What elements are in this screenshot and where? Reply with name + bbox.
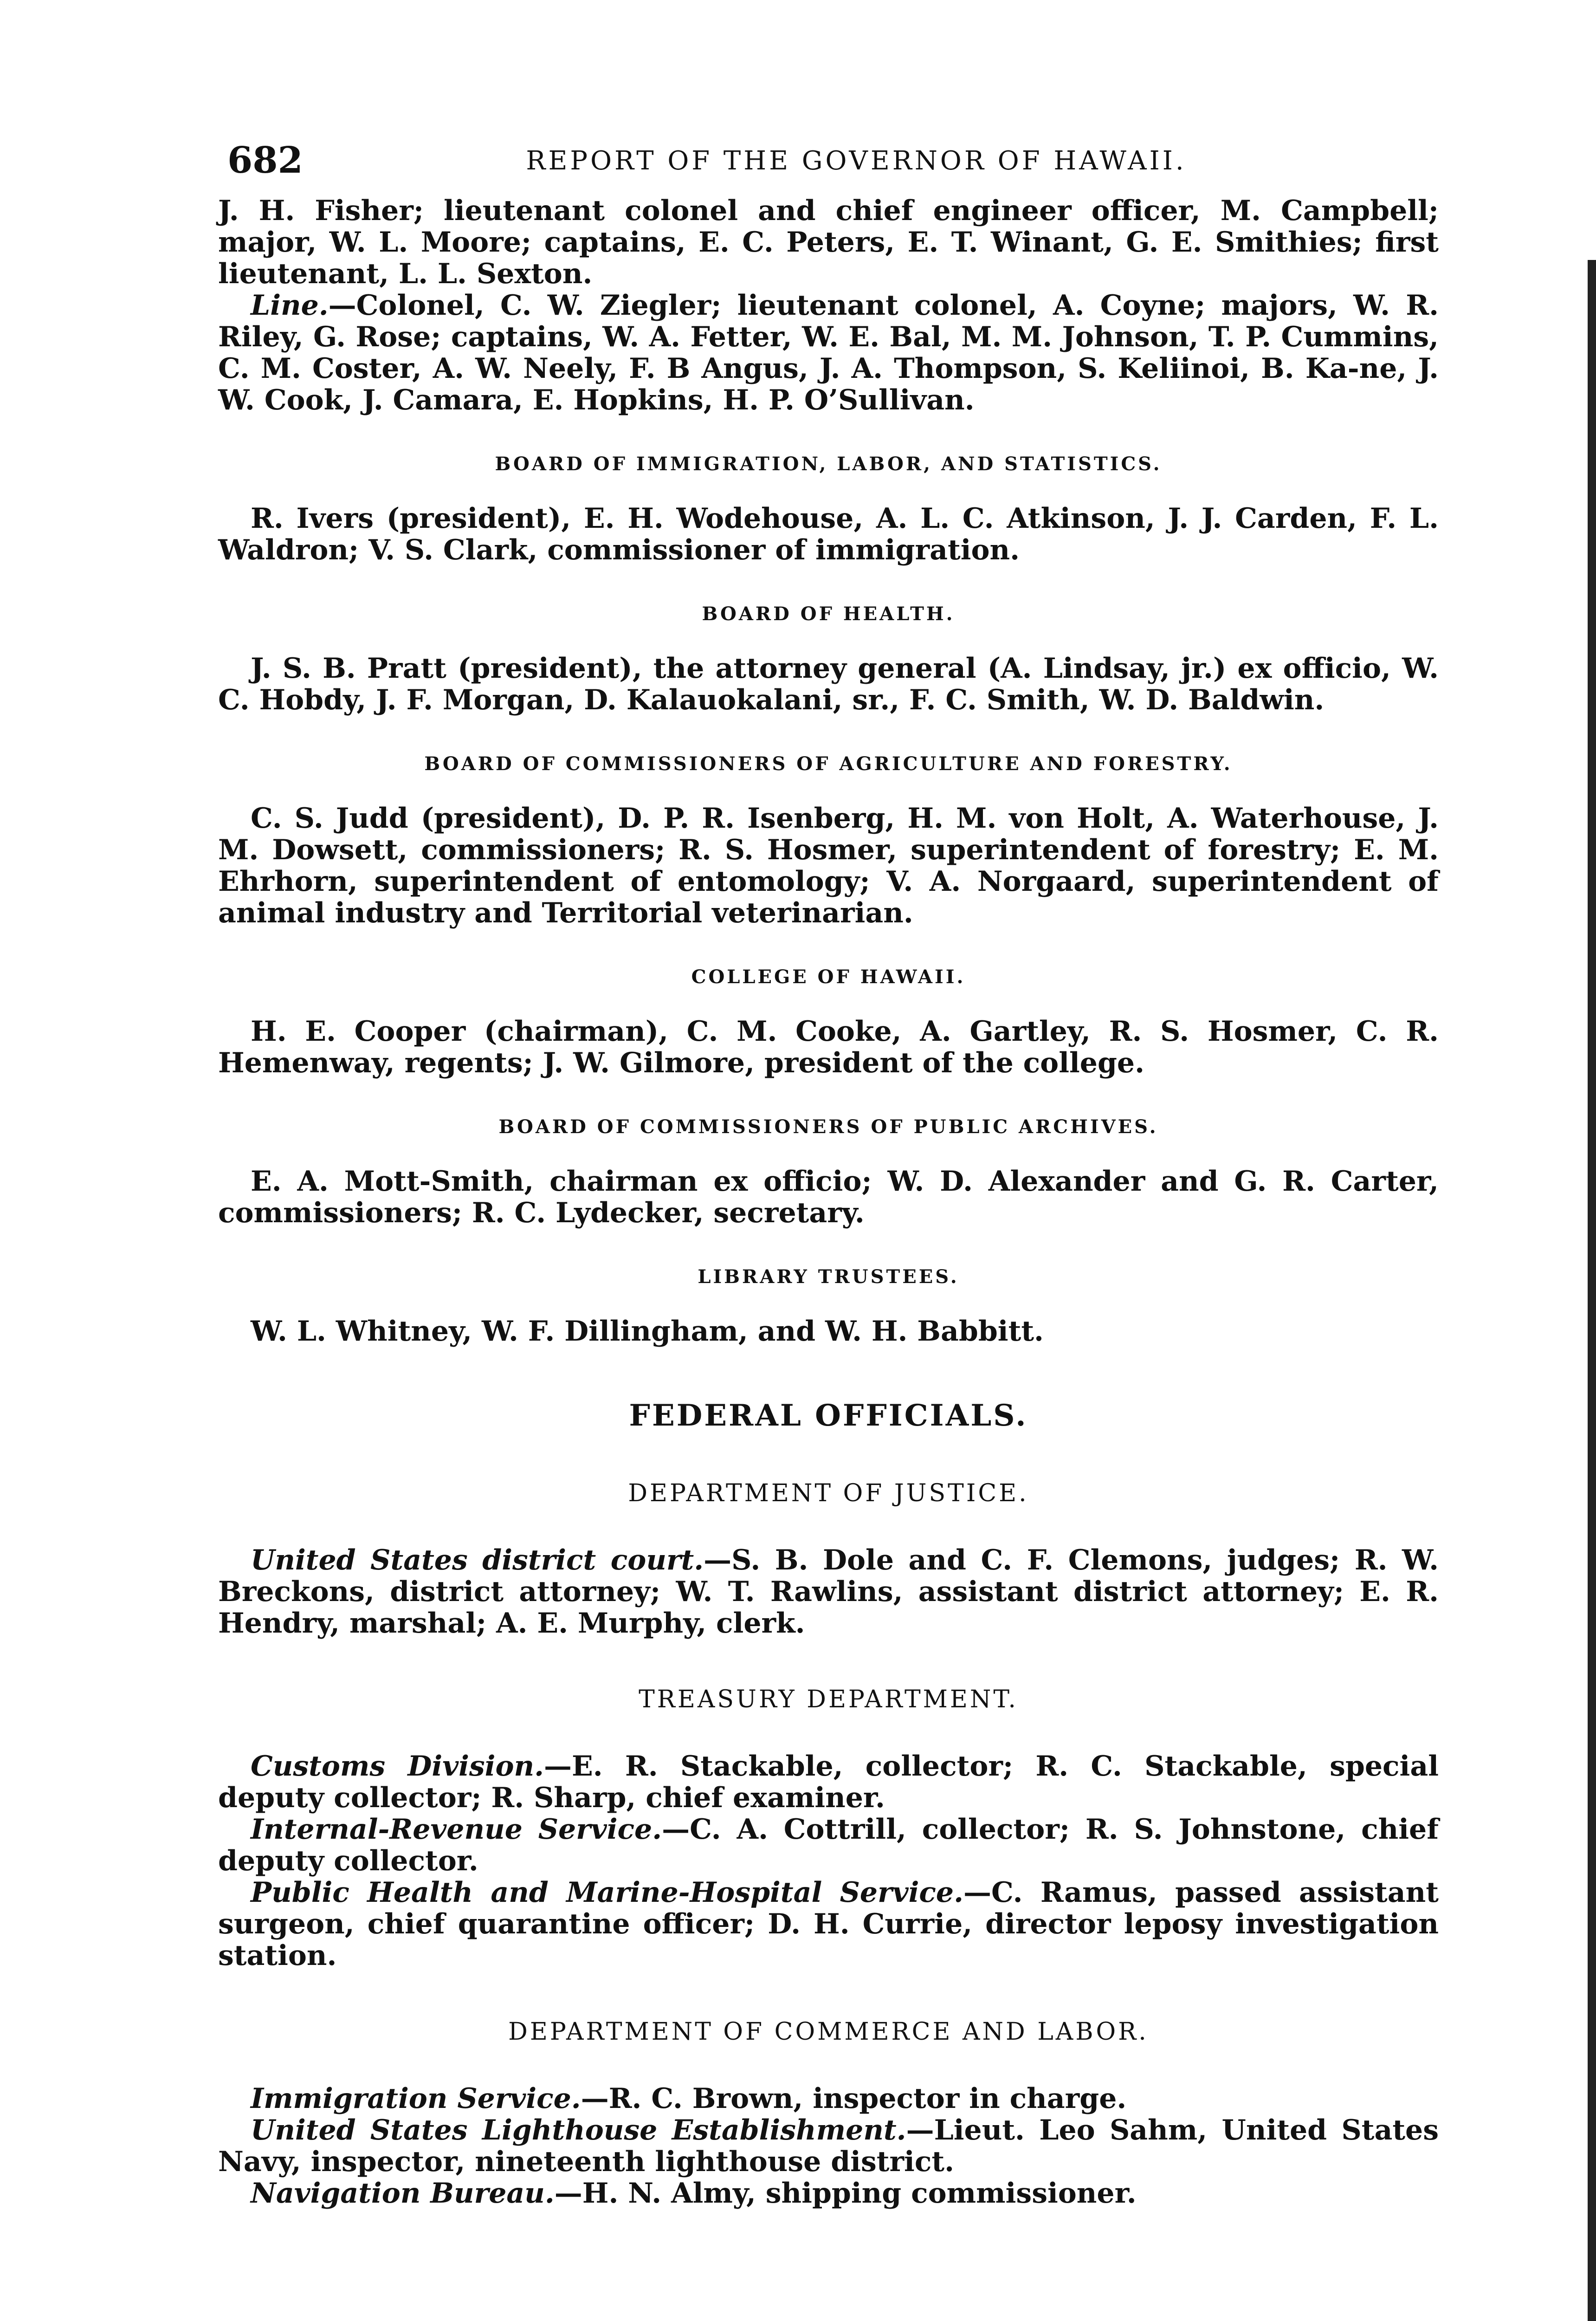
justice-heading: DEPARTMENT OF JUSTICE.	[628, 1479, 1029, 1507]
section-heading-agriculture: BOARD OF COMMISSIONERS OF AGRICULTURE AND FORESTRY.	[424, 753, 1233, 775]
entry-lighthouse	[218, 2114, 1439, 2178]
entry-text: —Lieut. Leo Sahm, United States Navy, inspector, nineteenth lighthouse district.	[218, 2114, 1439, 2178]
running-head	[218, 139, 1439, 195]
section-heading-archives: BOARD OF COMMISSIONERS OF PUBLIC ARCHIVES.	[498, 1116, 1158, 1138]
federal-officials-title: FEDERAL OFFICIALS.	[629, 1398, 1028, 1433]
entry-customs	[218, 1750, 1439, 1814]
entry-navigation	[218, 2178, 1439, 2209]
section-heading-college: COLLEGE OF HAWAII.	[691, 966, 966, 988]
entry-text: —R. C. Brown, inspector in charge.	[581, 2082, 1127, 2115]
running-title: REPORT OF THE GOVERNOR OF HAWAII.	[526, 146, 1187, 176]
section-heading-library: LIBRARY TRUSTEES.	[698, 1266, 959, 1288]
entry-immigration-service	[218, 2083, 1439, 2114]
entry-text: —C. A. Cottrill, collector; R. S. Johnstone, chief deputy collector.	[218, 1813, 1439, 1877]
entry-label: United States district court.	[251, 1544, 704, 1576]
entry-text: —H. N. Almy, shipping commissioner.	[554, 2177, 1137, 2210]
entry-label: United States Lighthouse Establishment.	[251, 2114, 906, 2146]
section-text-health: J. S. B. Pratt (president), the attorney general (A. Lindsay, jr.) ex officio, W. C. Hobdy, J. F. Morgan, D. Kalauokalani, sr., F. C. Smith, W. D. Baldwin.	[218, 652, 1439, 716]
entry-internal-revenue	[218, 1814, 1439, 1877]
entry-label: Customs Division.	[251, 1750, 544, 1783]
entry-label: Navigation Bureau.	[251, 2177, 555, 2210]
section-text-archives: E. A. Mott-Smith, chairman ex officio; W. D. Alexander and G. R. Carter, commissioners; R. C. Lydecker, secretary.	[218, 1165, 1439, 1229]
page-number: 682	[227, 139, 303, 182]
document-page	[218, 139, 1439, 2209]
section-text-college: H. E. Cooper (chairman), C. M. Cooke, A. Gartley, R. S. Hosmer, C. R. Hemenway, regents; J. W. Gilmore, president of the college.	[218, 1015, 1439, 1079]
section-text-agriculture: C. S. Judd (president), D. P. R. Isenberg, H. M. von Holt, A. Waterhouse, J. M. Dowsett, commissioners; R. S. Hosmer, superintendent of forestry; E. M. Ehrhorn, superintendent of entomology; V. A. Norgaard, superintendent of animal industry and Territorial veterinarian.	[218, 802, 1439, 929]
intro-paragraph: J. H. Fisher; lieutenant colonel and chief engineer officer, M. Campbell; major, W. L. Moore; captains, E. C. Peters, E. T. Winant, G. E. Smithies; first lieutenant, L. L. Sexton.	[218, 194, 1439, 290]
page-edge-right	[1588, 260, 1596, 2321]
entry-district-court	[218, 1544, 1439, 1639]
section-heading-immigration: BOARD OF IMMIGRATION, LABOR, AND STATISTICS.	[495, 453, 1162, 475]
commerce-heading: DEPARTMENT OF COMMERCE AND LABOR.	[508, 2018, 1149, 2046]
entry-text: —C. Ramus, passed assistant surgeon, chief quarantine officer; D. H. Currie, director leposy investigation station.	[218, 1876, 1439, 1972]
entry-text: —S. B. Dole and C. F. Clemons, judges; R. W. Breckons, district attorney; W. T. Rawlins, assistant district attorney; E. R. Hendry, marshal; A. E. Murphy, clerk.	[218, 1544, 1439, 1640]
entry-label: Public Health and Marine-Hospital Service.	[251, 1876, 963, 1909]
treasury-heading: TREASURY DEPARTMENT.	[639, 1686, 1018, 1713]
entry-label: Immigration Service.	[251, 2082, 581, 2115]
section-heading-health: BOARD OF HEALTH.	[702, 603, 955, 625]
entry-label: Internal-Revenue Service.	[251, 1813, 662, 1846]
entry-public-health	[218, 1877, 1439, 1971]
line-label: Line.	[251, 289, 329, 322]
section-text-library: W. L. Whitney, W. F. Dillingham, and W. H. Babbitt.	[251, 1315, 1044, 1348]
line-text: —Colonel, C. W. Ziegler; lieutenant colonel, A. Coyne; majors, W. R. Riley, G. Rose; captains, W. A. Fetter, W. E. Bal, M. M. Johnson, T. P. Cummins, C. M. Coster, A. W. Neely, F. B Angus, J. A. Thompson, S. Keliinoi, B. Ka-ne, J. W. Cook, J. Camara, E. Hopkins, H. P. O’Sullivan.	[218, 289, 1439, 416]
section-text-immigration: R. Ivers (president), E. H. Wodehouse, A. L. C. Atkinson, J. J. Carden, F. L. Waldron; V. S. Clark, commissioner of immigration.	[218, 502, 1439, 566]
line-paragraph	[218, 290, 1439, 416]
entry-text: —E. R. Stackable, collector; R. C. Stackable, special deputy collector; R. Sharp, chief examiner.	[218, 1750, 1439, 1814]
